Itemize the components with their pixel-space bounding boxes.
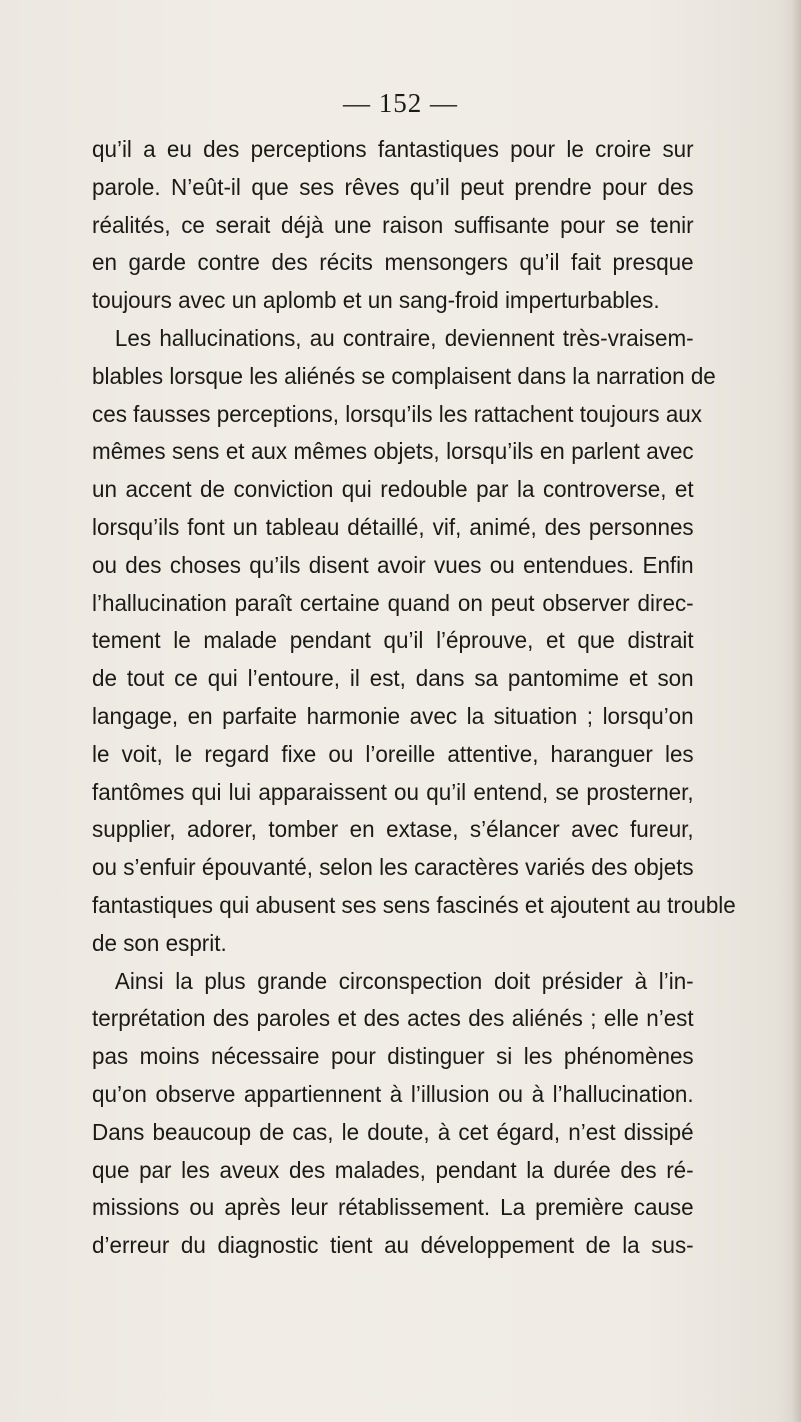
text-line: réalités, ce serait déjà une raison suffisante pour se tenir	[92, 211, 694, 238]
text-line: blables lorsque les aliénés se complaisent dans la narration de	[92, 362, 716, 389]
text-line: Ainsi la plus grande circonspection doit présider à l’in-	[114, 967, 694, 994]
text-line: qu’on observe appartiennent à l’illusion ou à l’hallucination.	[92, 1080, 694, 1107]
text-line: ou des choses qu’ils disent avoir vues ou entendues. Enfin	[92, 551, 694, 578]
text-line: mêmes sens et aux mêmes objets, lorsqu’ils en parlent avec	[92, 438, 694, 465]
text-line: tement le malade pendant qu’il l’éprouve, et que distrait	[92, 627, 694, 654]
text-line: Les hallucinations, au contraire, deviennent très-vraisem-	[114, 324, 694, 351]
text-line: terprétation des paroles et des actes des aliénés ; elle n’est	[92, 1005, 694, 1032]
text-line: que par les aveux des malades, pendant la durée des ré-	[92, 1156, 694, 1183]
text-line: toujours avec un aplomb et un sang-froid imperturbables.	[92, 287, 660, 314]
text-line: qu’il a eu des perceptions fantastiques pour le croire sur	[92, 136, 694, 162]
text-line: un accent de conviction qui redouble par la controverse, et	[92, 476, 694, 503]
text-line: langage, en parfaite harmonie avec la situation ; lorsqu’on	[92, 702, 694, 729]
text-line: fantômes qui lui apparaissent ou qu’il entend, se prosterner,	[92, 778, 694, 805]
text-line: missions ou après leur rétablissement. La première cause	[92, 1194, 694, 1221]
body-text	[92, 131, 736, 1265]
text-line: pas moins nécessaire pour distinguer si les phénomènes	[92, 1043, 694, 1070]
page-edge-shadow	[791, 0, 801, 1422]
text-line: l’hallucination paraît certaine quand on peut observer direc-	[92, 589, 694, 616]
text-line: lorsqu’ils font un tableau détaillé, vif, animé, des personnes	[92, 513, 694, 540]
text-line: parole. N’eût-il que ses rêves qu’il peut prendre pour des	[92, 173, 694, 200]
text-line: supplier, adorer, tomber en extase, s’élancer avec fureur,	[92, 816, 694, 843]
text-line: ou s’enfuir épouvanté, selon les caractères variés des objets	[92, 854, 694, 881]
text-line: d’erreur du diagnostic tient au développement de la sus-	[92, 1232, 694, 1259]
text-line: en garde contre des récits mensongers qu’il fait presque	[92, 249, 694, 276]
text-line: fantastiques qui abusent ses sens fascinés et ajoutent au trouble	[92, 891, 736, 918]
page-number: — 152 —	[343, 88, 458, 118]
text-line: le voit, le regard fixe ou l’oreille attentive, haranguer les	[92, 740, 694, 767]
text-line: de tout ce qui l’entoure, il est, dans sa pantomime et son	[92, 665, 694, 692]
text-line: ces fausses perceptions, lorsqu’ils les rattachent toujours aux	[92, 400, 703, 427]
text-line: de son esprit.	[92, 929, 227, 956]
text-line: Dans beaucoup de cas, le doute, à cet égard, n’est dissipé	[92, 1118, 694, 1145]
